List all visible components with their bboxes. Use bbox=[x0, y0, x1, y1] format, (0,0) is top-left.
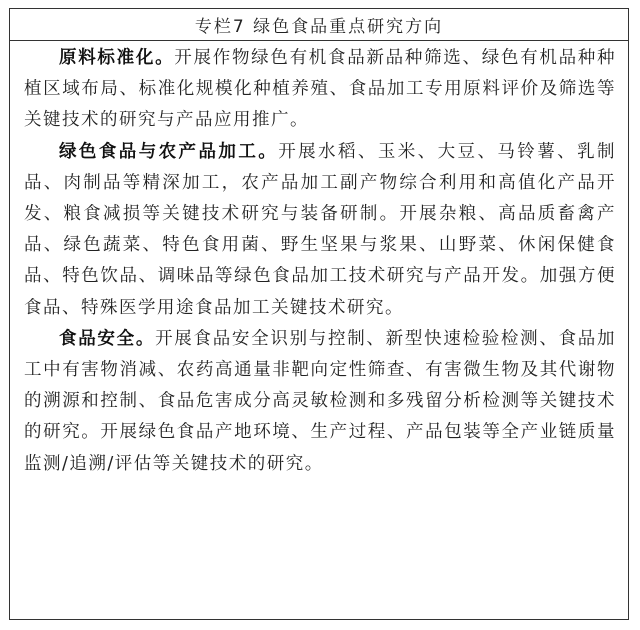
feature-box bbox=[9, 8, 629, 620]
paragraph-text: 开展水稻、玉米、大豆、马铃薯、乳制品、肉制品等精深加工，农产品加工副产物综合利用和高值化产品开发、粮食减损等关键技术研究与装备研制。开展杂粮、高品质畜禽产品、绿色蔬菜、特色食用菌、野生坚果与浆果、山野菜、休闲保健食品、特色饮品、调味品等绿色食品加工技术研究与产品开发。加强方便食品、特殊医学用途食品加工关键技术研究。 bbox=[24, 141, 617, 318]
paragraph-text: 开展食品安全识别与控制、新型快速检验检测、食品加工中有害物消减、农药高通量非靶向定性筛查、有害微生物及其代谢物的溯源和控制、食品危害成分高灵敏检测和多残留分析检测等关键技术的研究。开展绿色食品产地环境、生产过程、产品包装等全产业链质量监测/追溯/评估等关键技术的研究。 bbox=[24, 328, 617, 474]
box-title: 专栏7 绿色食品重点研究方向 bbox=[10, 9, 628, 41]
box-body bbox=[10, 41, 628, 480]
paragraph-lead: 原料标准化。 bbox=[59, 48, 175, 68]
paragraph-food-safety bbox=[24, 324, 616, 480]
paragraph-text: 开展作物绿色有机食品新品种筛选、绿色有机品种种植区域布局、标准化规模化种植养殖、食品加工专用原料评价及筛选等关键技术的研究与产品应用推广。 bbox=[24, 48, 617, 131]
paragraph-lead: 食品安全。 bbox=[59, 328, 156, 349]
paragraph-food-processing bbox=[24, 137, 616, 324]
paragraph-raw-material-standardization bbox=[24, 43, 616, 137]
paragraph-lead: 绿色食品与农产品加工。 bbox=[59, 141, 279, 162]
